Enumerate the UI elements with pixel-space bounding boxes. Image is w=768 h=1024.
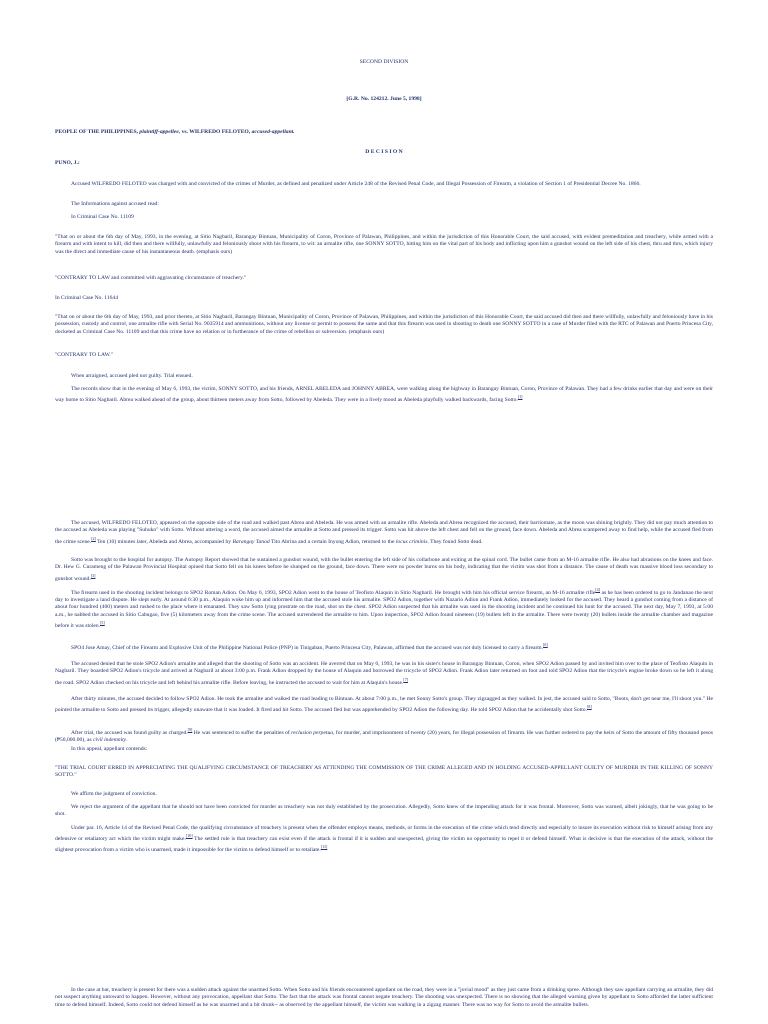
paragraph-trial: After trial, the accused was found guilty as charged.[9] He was sentenced to suffer the penalties of reclusion perpetua, for murder, and imprisonment of twenty (20) years, for illegal possession of firearm. He was further ordered to pay the heirs of Sotto the amount of fifty thousand pesos (₱50,000.00), as civil indemnity.: [55, 727, 713, 744]
paragraph-affirm: We affirm the judgment of conviction.: [71, 791, 157, 797]
paragraph-intro: Accused WILFREDO FELOTEO was charged with and convicted of the crimes of Murder, as defined and penalized under Article 248 of the Revised Penal Code, and Illegal Possession of Firearm, a violation of Section 1 of Presidential Decree No. 1866.: [71, 181, 641, 187]
paragraph-records: The records show that in the evening of May 6, 1993, the victim, SONNY SOTTO, and his friends, ARNEL ABELEDA and JOHNNY ABREA, were walking along the highway in Barangay Bintuan, Coron, Province of Palawan. They had a few drinks earlier that day and were on their way home to Sitio Nagbaril. Abrea walked ahead of the group, about thirteen meters away from Sotto, followed by Abeleda. They were in a lively mood as Abeleda playfully walked backwards, facing Sotto.[1]: [55, 386, 713, 404]
case-2-contrary: "CONTRARY TO LAW.": [55, 352, 114, 358]
footnote-link-10[interactable]: [10]: [185, 833, 193, 839]
gr-number: [G.R. No. 124212. June 5, 1998]: [346, 96, 422, 102]
assignment-of-error: "THE TRIAL COURT ERRED IN APPRECIATING THE QUALIFYING CIRCUMSTANCE OF TREACHERY AS ATTENDING THE COMMISSION OF THE CRIME ALLEGED AND IN HOLDING ACCUSED-APPELLANT GUILTY OF MURDER IN THE KILLING OF SONNY SOTTO.": [55, 765, 713, 779]
case-caption: PEOPLE OF THE PHILIPPINES, plaintiff-appellee, vs. WILFREDO FELOTEO, accused-appellant.: [55, 129, 295, 135]
division-heading: SECOND DIVISION: [359, 59, 409, 65]
footnote-link-7[interactable]: [7]: [403, 676, 409, 682]
paragraph-treachery-rule: Under par. 16, Article 14 of the Revised Penal Code, the qualifying circumstance of treachery is present when the offender employs means, methods, or forms in the execution of the crime which tend directly and especially to insure its execution without risk to himself arising from any defensive or retaliatory act which the victim might make.[10] The settled rule is that treachery can exist even if the attack is frontal if it is sudden and unexpected, giving the victim no opportunity to repel it or defend himself. What is decisive is that the execution of the attack, without the slightest provocation from a victim who is unarmed, made it impossible for the victim to defend himself or to retaliate.[11]: [55, 825, 713, 854]
paragraph-appeal: In this appeal, appellant contends:: [71, 746, 148, 752]
case-1-contrary: "CONTRARY TO LAW and committed with aggravating circumstance of treachery.": [55, 275, 247, 281]
case-1-label: In Criminal Case No. 11109: [71, 214, 134, 220]
paragraph-firearm: The firearm used in the shooting incident belongs to SPO2 Roman Adion. On May 6, 1993, SPO2 Adion went to the house of Teofisto Alaquin in Sitio Nagbaril. He brought with him his official service firearm, an M-16 armalite rifle[4] as he has been ordered to go to Jandanao the next day to investigate a land dispute. He slept early. At around 6:30 p.m., Alaquin woke him up and informed him that the accused stole his armalite. SPO2 Adion, together with Nazario Adion and Frank Adion, immediately looked for the accused. They heard a gunshot coming from a distance of about four hundred (400) meters and rushed to the place where it emanated. They saw Sotto lying prostrate on the road, shot on the chest. SPO2 Adion suspected that his armalite was used in the shooting incident and he continued his hunt for the accused. The next day, May 7, 1993, at 5:00 a.m., he nabbed the accused in Sitio Cabugao, five (5) kilometers away from the crime scene. The accused surrendered the armalite to him. Upon inspection, SPO2 Adion found nineteen (19) bullets left in the armalite. There were twenty (20) bullets inside the armalite chamber and magazine before it was stolen.[5]: [55, 587, 713, 629]
decision-heading: D E C I S I O N: [365, 149, 403, 155]
footnote-link-5[interactable]: [5]: [100, 620, 105, 626]
footnote-link-3[interactable]: [3]: [90, 572, 96, 578]
paragraph-arraignment: When arraigned, accused pled not guilty. Trial ensued.: [71, 373, 193, 379]
footnote-link-4[interactable]: [4]: [595, 587, 600, 592]
paragraph-denial: The accused denied that he stole SPO2 Adion's armalite and alleged that the shooting of Sotto was an accident. He averred that on May 6, 1993, he was in his sister's house in Barangay Bintuan, Coron, when SPO2 Adion passed by and invited him over to the place of Teofisto Alaquin in Nagbaril. They boarded SPO2 Adion's tricycle and arrived at Nagbaril at about 3:00 p.m. Frank Adion dropped by the house of Alaquin and borrowed the tricycle of SPO2 Adion. Frank Adion later returned on foot and told SPO2 Adion that the tricycle's engine broke down so he left it along the road. SPO2 Adion checked on his tricycle and left behind his armalite rifle. Before leaving, he instructed the accused to wait for him at Alaquin's house.[7]: [55, 661, 713, 686]
footnote-link-1[interactable]: [1]: [517, 394, 523, 400]
paragraph-thirty-minutes: After thirty minutes, the accused decided to follow SPO2 Adion. He took the armalite and walked the road leading to Bintuan. At about 7:00 p.m., he met Sonny Sotto's group. They zigzagged as they walked. In jest, the accused said to Sotto, "Boots, don't get near me, I'll shoot you." He pointed the armalite to Sotto and pressed its trigger, allegedly unaware that it was loaded. It fired and hit Sotto. The accused fled but was apprehended by SPO2 Adion the following day. He told SPO2 Adion that he accidentally shot Sotto.[8]: [55, 696, 713, 714]
footnote-link-6[interactable]: [6]: [543, 642, 548, 647]
ponente: PUNO, J.:: [55, 160, 80, 166]
footnote-link-11[interactable]: [11]: [320, 844, 328, 850]
paragraph-spo4: SPO4 Jose Amay, Chief of the Firearm and Explosive Unit of the Philippine National Police (PNP) in Tinigaban, Puerto Princesa City, Palawan, affirmed that the accused was not duly licensed to carry a firearm.[6]: [71, 642, 548, 651]
paragraph-case-at-bar: In the case at bar, treachery is present for there was a sudden attack against the unarmed Sotto. When Sotto and his friends encountered appellant on the road, they were in a "jovial mood" as they just came from a drinking spree. Although they saw appellant carrying an armalite, they did not suspect anything untoward to happen. However, without any provocation, appellant shot Sotto. The fact that the attack was frontal cannot negate treachery. The shooting was unexpected. There is no showing that the alleged warning given by appellant to Sotto afforded the latter sufficient time to defend himself. Indeed, Sotto could not defend himself as he was unarmed and a bit drunk-- as observed by the appellant himself, the victim was walking in a zigzag manner. There was no way for Sotto to avoid the armalite bullets.: [55, 987, 713, 1008]
case-2-label: In Criminal Case No. 11644: [55, 295, 119, 301]
paragraph-autopsy: Sotto was brought to the hospital for autopsy. The Autopsy Report showed that he sustained a gunshot wound, with the bullet entering the left side of his collarbone and exiting at the spinal cord. The bullet came from an M-16 armalite rifle. He also had abrasions on the knees and face. Dr. Hew G. Curameng of the Palawan Provincial Hospital opined that Sotto fell on his knees before he slumped on the ground, face down. There were no powder burns on his body, indicating that the victim was shot from a distance. The cause of death was massive blood loss secondary to gunshot wound.[3]: [55, 557, 713, 582]
footnote-link-8[interactable]: [8]: [587, 704, 592, 710]
case-1-information: "That on or about the 6th day of May, 1993, in the evening, at Sitio Nagbaril, Barangay Bintuan, Municipality of Coron, Province of Palawan, Philippines, and within the jurisdiction of this Honorable Court, the said accused, with evident premeditation and treachery, while armed with a firearm and with intent to kill, did then and there willfully, unlawfully and feloniously shoot with his firearm, to wit: an armalite rifle, one SONNY SOTTO, hitting him on the vital part of his body and inflicting upon him a gunshot wound on the left side of his chest, thru and thru, which injury was the direct and immediate cause of his instantaneous death. (emphasis ours): [55, 234, 713, 255]
footnote-link-2[interactable]: [2]: [91, 535, 96, 541]
paragraph-appearance: The accused, WILFREDO FELOTEO, appeared on the opposite side of the road and walked past Abrea and Abeleda. He was armed with an armalite rifle. Abeleda and Abrea recognized the accused, their barriomate, as the moon was shining brightly. They did not pay much attention to the accused as Abeleda was playing "Suhuko" with Sotto. Without uttering a word, the accused aimed the armalite at Sotto and pressed its trigger. Sotto was hit above the left chest and fell on the ground, face down. Abeleda and Abrea scampered away to find help, while the accused fled from the crime scene.[2] Ten (10) minutes later, Abeleda and Abrea, accompanied by Barangay Tanod Tito Abrina and a certain Inyong Adion, returned to the locus criminis. They found Sotto dead.: [55, 520, 713, 545]
case-2-information: "That on or about the 6th day of May, 1993, and prior thereto, at Sitio Nagbaril, Barangay Bintuan, Municipality of Coron, Province of Palawan, Philippines, and within the jurisdiction of this Honorable Court, the said accused did then and there willfully, unlawfully and feloniously have in his possession, custody and control, one armalite rifle with Serial No. 9035914 and ammunitions, without any license or permit to possess the same and that this firearm was used in shooting to death one SONNY SOTTO in a case of Murder filed with the RTC of Palawan and Puerto Princesa City, docketed as Criminal Case No. 11109 and that this crime have no relation or in furtherance of the crime of rebellion or subversion. (emphasis ours): [55, 314, 713, 335]
footnote-link-9[interactable]: [9]: [187, 727, 193, 732]
paragraph-informations: The Informations against accused read:: [71, 201, 159, 207]
paragraph-reject: We reject the argument of the appellant that he should not have been convicted for murder as treachery was not duly established by the prosecution. Allegedly, Sotto knew of the impending attack for it was frontal. Moreover, Sotto was warned, albeit jokingly, that he was going to be shot.: [55, 804, 713, 818]
